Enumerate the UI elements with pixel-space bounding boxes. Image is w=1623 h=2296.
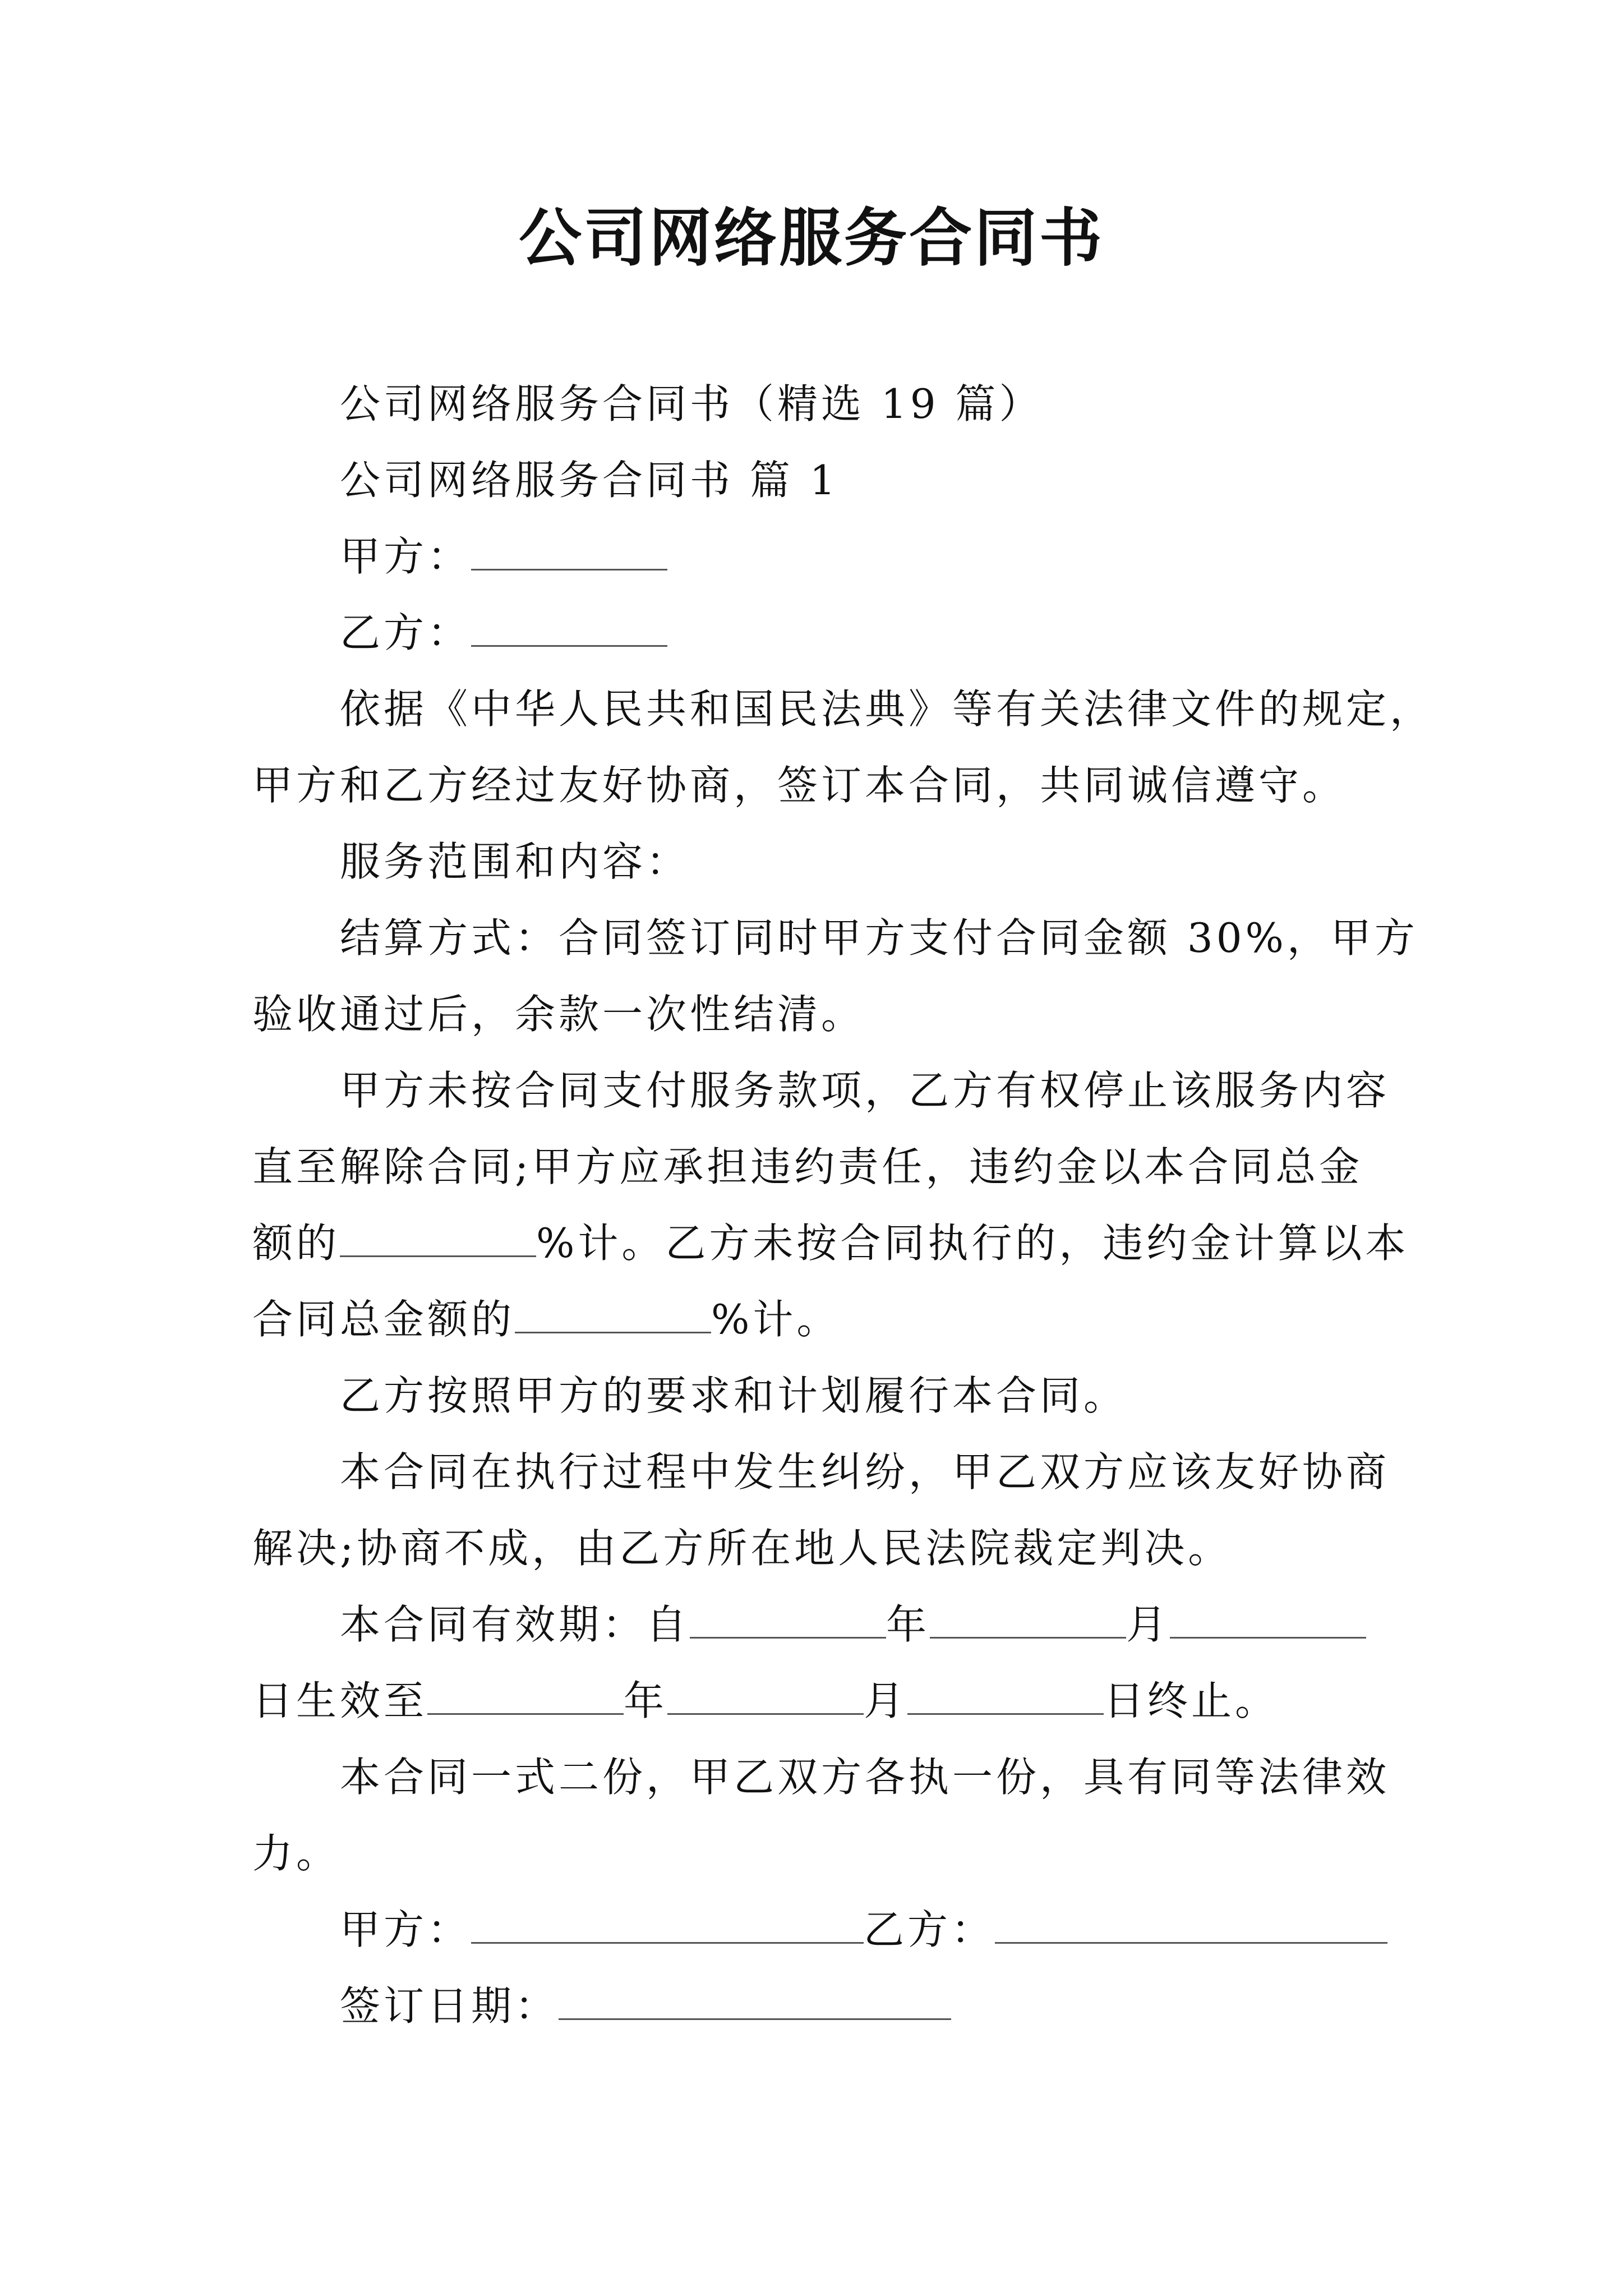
penalty-a-blank <box>340 1216 536 1257</box>
text-fragment: %计。乙方未按合同执行的，违约金计算以本 <box>536 1220 1409 1267</box>
document-title: 公司网络服务合同书 <box>519 201 1104 275</box>
validity-line <box>340 1596 1461 1653</box>
paragraph-line: 乙方按照甲方的要求和计划履行本合同。 <box>340 1372 1128 1419</box>
paragraph-line: 结算方式：合同签订同时甲方支付合同金额 30%，甲方 <box>340 914 1418 961</box>
text-fragment: 年 <box>886 1601 930 1648</box>
end-year-blank <box>427 1674 624 1715</box>
text-fragment: 本合同有效期：自 <box>340 1601 690 1648</box>
validity-line <box>252 1673 1374 1729</box>
start-month-blank <box>930 1598 1126 1639</box>
text-fragment: 月 <box>864 1677 908 1724</box>
paragraph-line: 本合同一式二份，甲乙双方各执一份，具有同等法律效 <box>340 1754 1390 1801</box>
party-a-label: 甲方： <box>340 533 472 580</box>
subtitle: 公司网络服务合同书（精选 19 篇） <box>340 380 1043 427</box>
start-year-blank <box>690 1598 886 1639</box>
signature-line <box>340 1902 1461 1958</box>
start-day-blank <box>1170 1598 1366 1639</box>
sign-a-label: 甲方： <box>340 1906 472 1953</box>
text-fragment: 合同总金额的 <box>252 1296 515 1343</box>
text-fragment: %计。 <box>711 1296 841 1343</box>
end-day-blank <box>907 1674 1104 1715</box>
party-a-blank <box>471 530 667 570</box>
paragraph-line: 解决;协商不成，由乙方所在地人民法院裁定判决。 <box>252 1525 1232 1572</box>
sign-date-blank <box>559 1979 951 2020</box>
date-line <box>340 1978 1461 2034</box>
text-fragment: 日终止。 <box>1104 1677 1279 1724</box>
text-fragment: 月 <box>1126 1601 1170 1648</box>
section-heading: 公司网络服务合同书 篇 1 <box>340 457 839 504</box>
paragraph-line: 直至解除合同;甲方应承担违约责任，违约金以本合同总金 <box>252 1143 1363 1190</box>
paragraph-line <box>252 1291 1374 1347</box>
sign-b-label: 乙方： <box>864 1906 995 1953</box>
party-b-line <box>340 605 1461 661</box>
sign-a-blank <box>471 1903 864 1944</box>
party-a-line <box>340 528 1461 585</box>
paragraph-line: 力。 <box>252 1830 340 1877</box>
paragraph-line: 甲方未按合同支付服务款项，乙方有权停止该服务内容 <box>340 1067 1390 1114</box>
text-fragment: 额的 <box>252 1220 340 1267</box>
text-fragment: 年 <box>624 1677 668 1724</box>
sign-date-label: 签订日期： <box>340 1982 559 2030</box>
paragraph-line <box>252 1215 1409 1271</box>
end-month-blank <box>667 1674 864 1715</box>
paragraph-line: 验收通过后，余款一次性结清。 <box>252 991 865 1038</box>
sign-b-blank <box>995 1903 1387 1944</box>
paragraph-line: 甲方和乙方经过友好协商，签订本合同，共同诚信遵守。 <box>252 762 1347 809</box>
penalty-b-blank <box>515 1292 711 1333</box>
paragraph-line: 服务范围和内容： <box>340 838 690 885</box>
paragraph-line: 本合同在执行过程中发生纠纷，甲乙双方应该友好协商 <box>340 1448 1390 1496</box>
paragraph-line: 依据《中华人民共和国民法典》等有关法律文件的规定， <box>340 685 1434 733</box>
text-fragment: 日生效至 <box>252 1677 428 1724</box>
party-b-blank <box>471 606 667 647</box>
party-b-label: 乙方： <box>340 609 472 656</box>
